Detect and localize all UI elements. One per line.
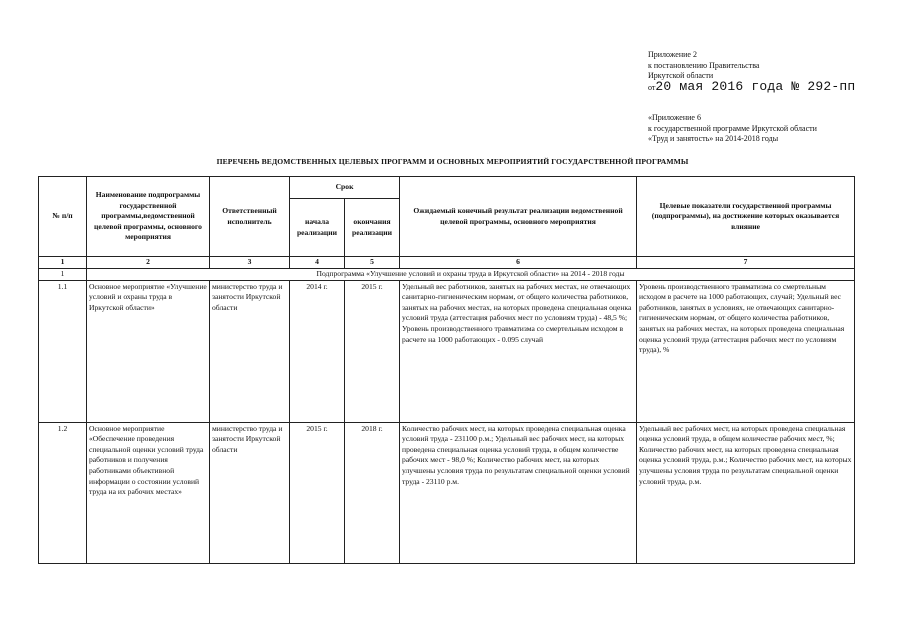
column-number: 1 [39,257,87,269]
document-title: ПЕРЕЧЕНЬ ВЕДОМСТВЕННЫХ ЦЕЛЕВЫХ ПРОГРАММ И ОСНОВНЫХ МЕРОПРИЯТИЙ ГОСУДАРСТВЕННОЙ ПРОГРАММЫ [216,157,689,166]
header-num: № п/п [39,177,87,257]
order-line [648,78,856,94]
column-number: 2 [87,257,210,269]
header-end: окончания реализации [345,199,400,257]
subprogram-num: 1 [39,268,87,280]
row-start: 2014 г. [290,280,345,422]
column-number: 7 [637,257,855,269]
subprogram-row [39,268,855,280]
appendix-line-1: Приложение 2 [648,50,697,59]
column-number: 5 [345,257,400,269]
order-number: 20 мая 2016 года № 292-пп [655,78,856,94]
appendix6-line-1: «Приложение 6 [648,113,701,122]
appendix-line-2: к постановлению Правительства [648,60,760,70]
row-indicators: Удельный вес рабочих мест, на которых проведена специальная оценка условий труда, в общем количестве рабочих мест, %; Количество рабочих мест, на которых проведена специальная оценка условий труда, р.м.; Количество рабочих мест, на которых улучшены условия труда по результатам специальной оценки условий труда, р.м. [637,422,855,563]
row-num: 1.1 [39,280,87,422]
header-indicators: Целевые показатели государственной программы (подпрограммы), на достижение которых оказывается влияние [637,177,855,257]
row-start: 2015 г. [290,422,345,563]
table-row [39,422,855,563]
row-num: 1.2 [39,422,87,563]
header-term: Срок [290,177,400,199]
column-number: 6 [400,257,637,269]
row-executor: министерство труда и занятости Иркутской области [210,280,290,422]
row-end: 2018 г. [345,422,400,563]
appendix-header [648,50,855,93]
column-number: 3 [210,257,290,269]
row-end: 2015 г. [345,280,400,422]
header-row-1 [39,177,855,199]
header-name: Наименование подпрограммы государственной программы,ведомственной целевой программы, основного мероприятия [87,177,210,257]
row-name: Основное мероприятие «Обеспечение проведения специальной оценки условий труда работников и получения работниками объективной информации о состоянии условий труда на их рабочих местах» [87,422,210,563]
column-numbers-row [39,257,855,269]
row-result: Количество рабочих мест, на которых проведена специальная оценка условий труда - 231100 р.м.; Удельный вес рабочих мест, на которых проведена специальная оценка условий труда, в общем количестве рабочих мест - 98,0 %; Количество рабочих мест, на которых улучшены условия труда по результатам специальной оценки условий труда - 23110 р.м. [400,422,637,563]
subprogram-title: Подпрограмма «Улучшение условий и охраны труда в Иркутской области» на 2014 - 2018 годы [87,268,855,280]
appendix6-line-2: к государственной программе Иркутской области [648,123,817,133]
appendix6-line-3: «Труд и занятость» на 2014-2018 годы [648,134,779,143]
order-prefix: от [648,82,656,92]
programs-table [38,176,855,564]
row-name: Основное мероприятие «Улучшение условий и охраны труда в Иркутской области» [87,280,210,422]
appendix-line-3: Иркутской области [648,71,714,80]
header-executor: Ответственный исполнитель [210,177,290,257]
table-row [39,280,855,422]
row-indicators: Уровень производственного травматизма со смертельным исходом в расчете на 1000 работающих, случай; Удельный вес работников, занятых в условиях, не отвечающих санитарно-гигиеническим нормам, от общего количества работников, занятых на рабочих местах, на которых проведена специальная оценка условий труда (аттестация рабочих мест по условиям труда), % [637,280,855,422]
row-result: Удельный вес работников, занятых на рабочих местах, не отвечающих санитарно-гигиеническим нормам, от общего количества работников, занятых на рабочих местах, на которых проведена специальная оценка условий труда (аттестация рабочих мест по условиям труда) - 48,5 %; Уровень производственного травматизма со смертельным исходом в расчете на 1000 работающих - 0.095 случай [400,280,637,422]
column-number: 4 [290,257,345,269]
row-executor: министерство труда и занятости Иркутской области [210,422,290,563]
header-start: начала реализации [290,199,345,257]
appendix-6-header [648,113,817,145]
header-result: Ожидаемый конечный результат реализации ведомственной целевой программы, основного мероприятия [400,177,637,257]
